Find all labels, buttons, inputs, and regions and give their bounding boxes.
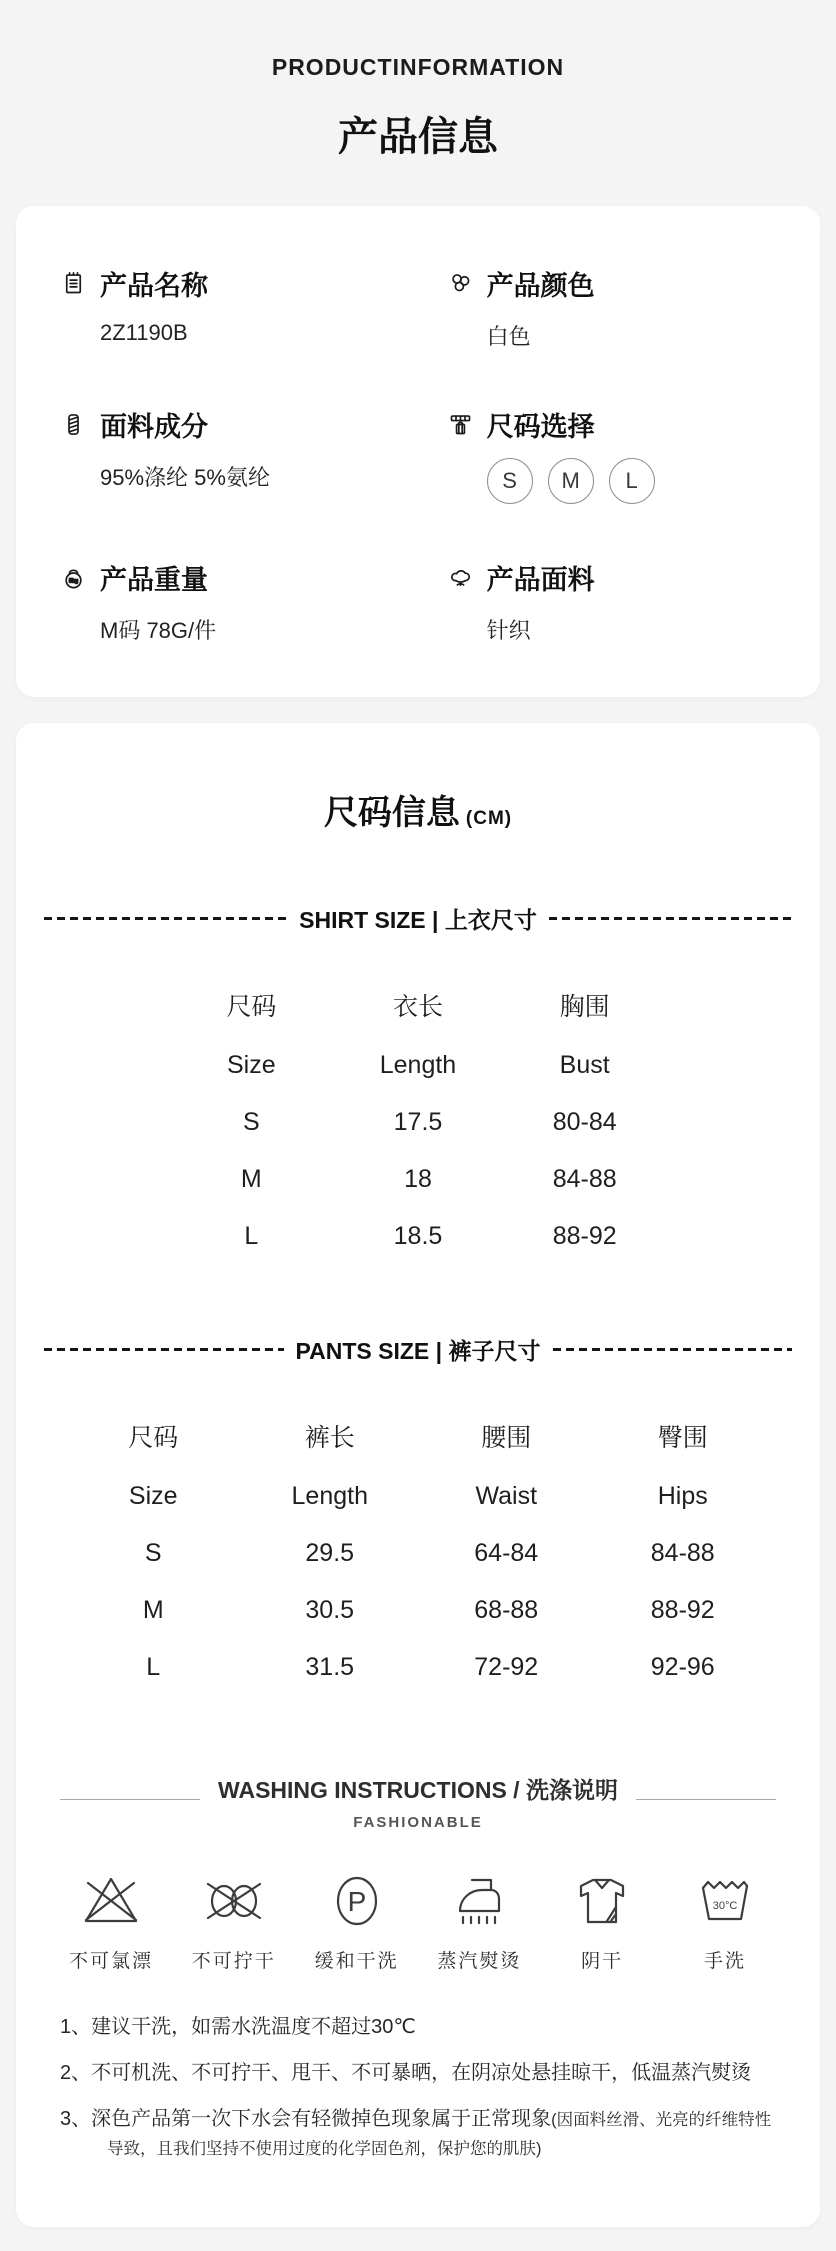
product-attributes-card — [16, 206, 820, 697]
divider-line — [636, 1799, 776, 1800]
table-cell: 88-92 — [552, 1222, 617, 1250]
table-header: Size — [227, 1051, 276, 1079]
size-option-s[interactable]: S — [487, 458, 533, 504]
fabric-composition-label: 面料成分 — [100, 412, 208, 442]
table-cell: 18 — [404, 1165, 432, 1193]
size-option-m[interactable]: M — [548, 458, 594, 504]
hand-wash-label: 手洗 — [703, 1951, 746, 1972]
pants-size-divider — [44, 1333, 792, 1366]
dash-line — [553, 1348, 793, 1351]
product-fabric-value: 针织 — [486, 618, 531, 643]
hand-wash-icon — [691, 1869, 759, 1933]
product-weight-value: M码 78G/件 — [100, 618, 217, 643]
table-header: Waist — [475, 1482, 538, 1510]
page-title-en: PRODUCTINFORMATION — [271, 54, 565, 80]
product-name-label: 产品名称 — [100, 271, 208, 301]
product-weight-item — [60, 558, 447, 645]
size-select-label: 尺码选择 — [486, 412, 595, 442]
fabric-composition-value: 95%涤纶 5%氨纶 — [100, 465, 270, 490]
no-bleach-icon — [77, 1869, 145, 1933]
cotton-icon — [447, 564, 474, 591]
product-color-value: 白色 — [486, 324, 531, 349]
washing-subtitle: FASHIONABLE — [353, 1814, 483, 1831]
svg-text:P: P — [347, 1886, 366, 1917]
shade-dry-icon — [568, 1869, 636, 1933]
note-text: 2、不可机洗、不可拧干、甩干、不可暴晒，在阴凉处悬挂晾干，低温蒸汽熨烫 — [60, 2062, 752, 2084]
table-header: Bust — [559, 1051, 610, 1079]
shirt-size-table — [168, 973, 668, 1265]
no-bleach-label: 不可氯漂 — [68, 1951, 153, 1972]
product-fabric-item — [447, 558, 776, 645]
shirt-size-divider — [44, 902, 792, 935]
size-info-title — [44, 785, 792, 834]
table-header: 尺码 — [128, 1424, 179, 1452]
dash-line — [44, 1348, 284, 1351]
table-cell: 72-92 — [474, 1653, 539, 1681]
dry-clean-item — [302, 1869, 412, 1973]
divider-line — [60, 1799, 200, 1800]
product-fabric-label: 产品面料 — [486, 565, 595, 595]
table-header: Hips — [657, 1482, 708, 1510]
washing-icons-row — [56, 1869, 780, 1973]
pants-size-divider-label: PANTS SIZE | 裤子尺寸 — [295, 1338, 541, 1364]
size-option-l[interactable]: L — [609, 458, 655, 504]
clipboard-icon — [60, 270, 87, 297]
table-header: 胸围 — [559, 993, 610, 1021]
table-cell: L — [146, 1653, 161, 1681]
table-cell: 18.5 — [393, 1222, 443, 1250]
page-title-zh: 产品信息 — [338, 115, 498, 159]
table-cell: 84-88 — [650, 1539, 715, 1567]
dash-line — [44, 917, 287, 920]
table-cell: M — [142, 1596, 164, 1624]
table-header: 臀围 — [657, 1424, 708, 1452]
table-cell: 31.5 — [305, 1653, 355, 1681]
measuring-tape-icon — [447, 411, 474, 438]
table-header: 衣长 — [392, 993, 443, 1021]
table-cell: S — [242, 1108, 260, 1136]
note-small-text: (因面料丝滑、光亮的纤维特性导致，且我们坚持不使用过度的化学固色剂，保护您的肌肤) — [107, 2111, 772, 2158]
size-info-title-zh: 尺码信息 — [323, 794, 460, 832]
product-attributes-grid — [60, 264, 776, 645]
table-cell: L — [244, 1222, 259, 1250]
table-cell: 84-88 — [552, 1165, 617, 1193]
washing-instructions-title: WASHING INSTRUCTIONS / 洗涤说明 — [218, 1777, 618, 1803]
table-cell: M — [240, 1165, 262, 1193]
product-color-label: 产品颜色 — [486, 271, 595, 301]
table-cell: 30.5 — [305, 1596, 355, 1624]
washing-notes — [60, 2013, 786, 2163]
steam-iron-icon — [445, 1869, 513, 1933]
product-name-value: 2Z1190B — [100, 320, 188, 345]
shade-dry-item — [547, 1869, 657, 1973]
table-cell: 80-84 — [552, 1108, 617, 1136]
no-wring-icon — [200, 1869, 268, 1933]
table-header: Length — [291, 1482, 368, 1510]
shade-dry-label: 阴干 — [581, 1951, 624, 1972]
table-header: Length — [379, 1051, 457, 1079]
washing-note-1 — [60, 2013, 786, 2042]
table-cell: 17.5 — [393, 1108, 443, 1136]
steam-iron-label: 蒸汽熨烫 — [437, 1951, 522, 1972]
note-text: 3、深色产品第一次下水会有轻微掉色现象属于正常现象 — [60, 2108, 552, 2130]
size-info-unit: (CM) — [465, 808, 513, 829]
color-dots-icon — [447, 270, 474, 297]
table-cell: 92-96 — [650, 1653, 715, 1681]
fabric-composition-item — [60, 405, 447, 504]
product-weight-label: 产品重量 — [100, 565, 208, 595]
page-header — [0, 0, 836, 162]
size-info-card — [16, 723, 820, 2227]
table-cell: 68-88 — [474, 1596, 539, 1624]
size-select-item — [447, 405, 776, 504]
shirt-size-divider-label: SHIRT SIZE | 上衣尺寸 — [299, 907, 537, 933]
table-header: 裤长 — [304, 1424, 355, 1452]
pants-size-table — [65, 1404, 771, 1696]
dry-clean-label: 缓和干洗 — [314, 1951, 399, 1972]
size-options — [487, 458, 776, 504]
no-wring-label: 不可拧干 — [191, 1951, 276, 1972]
washing-note-2 — [60, 2059, 786, 2088]
table-cell: 88-92 — [650, 1596, 715, 1624]
weight-icon — [60, 564, 87, 591]
hand-wash-item — [670, 1869, 780, 1973]
thread-spool-icon — [60, 411, 87, 438]
note-text: 1、建议干洗，如需水洗温度不超过30℃ — [60, 2016, 416, 2038]
dash-line — [549, 917, 792, 920]
dry-clean-icon — [323, 1869, 391, 1933]
table-header: Size — [128, 1482, 178, 1510]
table-header: 腰围 — [481, 1424, 532, 1452]
product-color-item — [447, 264, 776, 351]
washing-instructions-header — [44, 1772, 792, 1805]
table-cell: 29.5 — [305, 1539, 355, 1567]
no-bleach-item — [56, 1869, 166, 1973]
no-wring-item — [179, 1869, 289, 1973]
product-name-item — [60, 264, 447, 351]
svg-text:30°C: 30°C — [712, 1900, 738, 1912]
table-header: 尺码 — [226, 993, 277, 1021]
table-cell: 64-84 — [474, 1539, 539, 1567]
svg-text:5kg: 5kg — [68, 578, 79, 585]
steam-iron-item — [424, 1869, 534, 1973]
washing-note-3 — [60, 2105, 786, 2163]
table-cell: S — [144, 1539, 162, 1567]
